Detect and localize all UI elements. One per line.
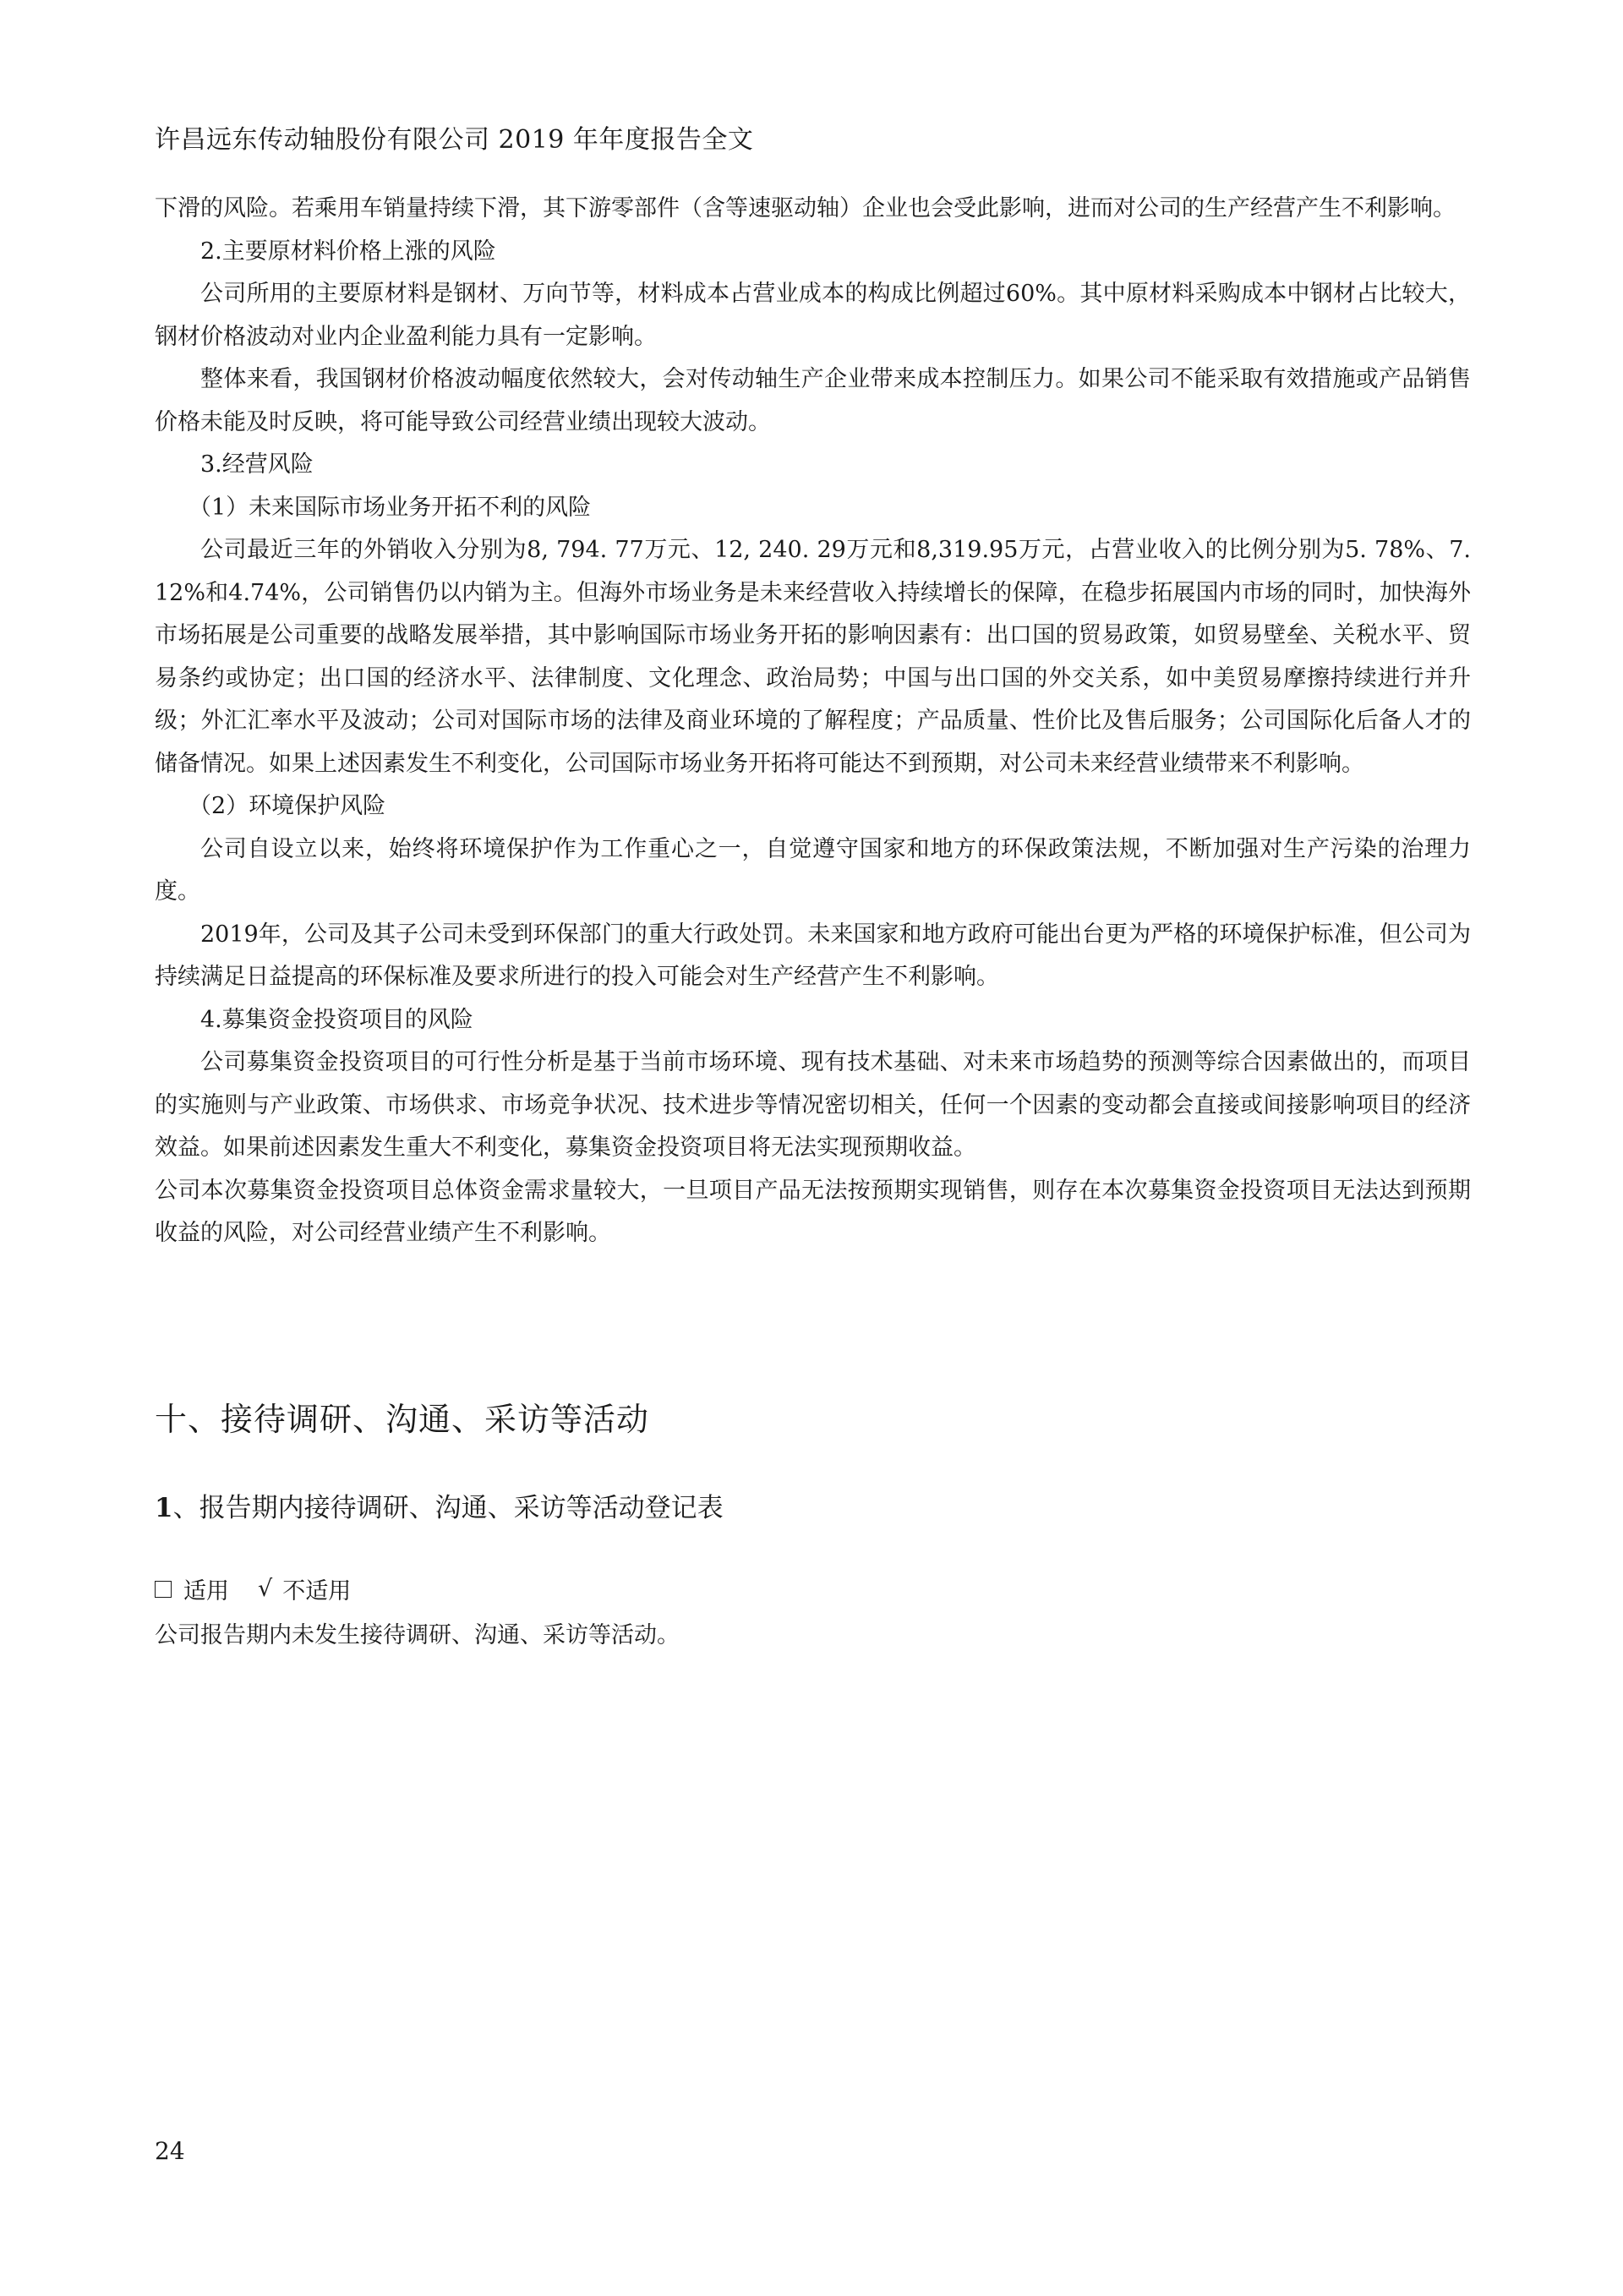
section-title: 十、接待调研、沟通、采访等活动 bbox=[155, 1401, 650, 1438]
applicability-selector bbox=[155, 1572, 351, 1605]
report-header: 许昌远东传动轴股份有限公司 2019 年年度报告全文 bbox=[155, 125, 754, 155]
paragraph: 公司本次募集资金投资项目总体资金需求量较大，一旦项目产品无法按预期实现销售，则存在本次募集资金投资项目无法达到预期收益的风险，对公司经营业绩产生不利影响。 bbox=[155, 1177, 1471, 1246]
not-applicable-label: 不适用 bbox=[282, 1578, 352, 1604]
paragraph: 公司所用的主要原材料是钢材、万向节等，材料成本占营业成本的构成比例超过60%。其中原材料采购成本中钢材占比较大，钢材价格波动对业内企业盈利能力具有一定影响。 bbox=[155, 281, 1471, 350]
checkbox-empty-icon bbox=[155, 1581, 172, 1598]
applicable-label: 适用 bbox=[183, 1578, 229, 1604]
subsection-title bbox=[155, 1486, 724, 1524]
risk-section-body bbox=[155, 188, 1471, 1255]
page-number: 24 bbox=[155, 2137, 185, 2165]
paragraph: 公司自设立以来，始终将环境保护作为工作重心之一，自觉遵守国家和地方的环保政策法规，不断加强对生产污染的治理力度。 bbox=[155, 835, 1471, 905]
subsection-label: 、报告期内接待调研、沟通、采访等活动登记表 bbox=[172, 1493, 724, 1523]
activity-note: 公司报告期内未发生接待调研、沟通、采访等活动。 bbox=[155, 1622, 680, 1648]
subheading: （1）未来国际市场业务开拓不利的风险 bbox=[189, 494, 592, 521]
paragraph: 2019年，公司及其子公司未受到环保部门的重大行政处罚。未来国家和地方政府可能出台更为严格的环境保护标准，但公司为持续满足日益提高的环保标准及要求所进行的投入可能会对生产经营产生不利影响。 bbox=[155, 921, 1471, 990]
subheading: （2）环境保护风险 bbox=[189, 793, 386, 819]
checkmark-icon: √ bbox=[258, 1576, 273, 1602]
subheading: 4.募集资金投资项目的风险 bbox=[200, 1006, 473, 1033]
paragraph: 下滑的风险。若乘用车销量持续下滑，其下游零部件（含等速驱动轴）企业也会受此影响，进而对公司的生产经营产生不利影响。 bbox=[155, 195, 1456, 221]
paragraph: 公司最近三年的外销收入分别为8, 794. 77万元、12, 240. 29万元和8,319.95万元，占营业收入的比例分别为5. 78%、7. 12%和4.74%，公司销售仍以内销为主。但海外市场业务是未来经营收入持续增长的保障，在稳步拓展国内市场的同时，加快海外市场拓展是公司重要的战略发展举措，其中影响国际市场业务开拓的影响因素有：出口国的贸易政策，如贸易壁垒、关税水平、贸易条约或协定；出口国的经济水平、法律制度、文化理念、政治局势；中国与出口国的外交关系，如中美贸易摩擦持续进行并升级；外汇汇率水平及波动；公司对国际市场的法律及商业环境的了解程度；产品质量、性价比及售后服务；公司国际化后备人才的储备情况。如果上述因素发生不利变化，公司国际市场业务开拓将可能达不到预期，对公司未来经营业绩带来不利影响。 bbox=[155, 537, 1471, 777]
subheading: 2.主要原材料价格上涨的风险 bbox=[200, 238, 496, 265]
paragraph: 整体来看，我国钢材价格波动幅度依然较大，会对传动轴生产企业带来成本控制压力。如果公司不能采取有效措施或产品销售价格未能及时反映，将可能导致公司经营业绩出现较大波动。 bbox=[155, 366, 1471, 435]
subsection-number: 1 bbox=[155, 1493, 173, 1523]
paragraph: 公司募集资金投资项目的可行性分析是基于当前市场环境、现有技术基础、对未来市场趋势的预测等综合因素做出的，而项目的实施则与产业政策、市场供求、市场竞争状况、技术进步等情况密切相关，任何一个因素的变动都会直接或间接影响项目的经济效益。如果前述因素发生重大不利变化，募集资金投资项目将无法实现预期收益。 bbox=[155, 1049, 1471, 1161]
subheading: 3.经营风险 bbox=[200, 451, 314, 478]
